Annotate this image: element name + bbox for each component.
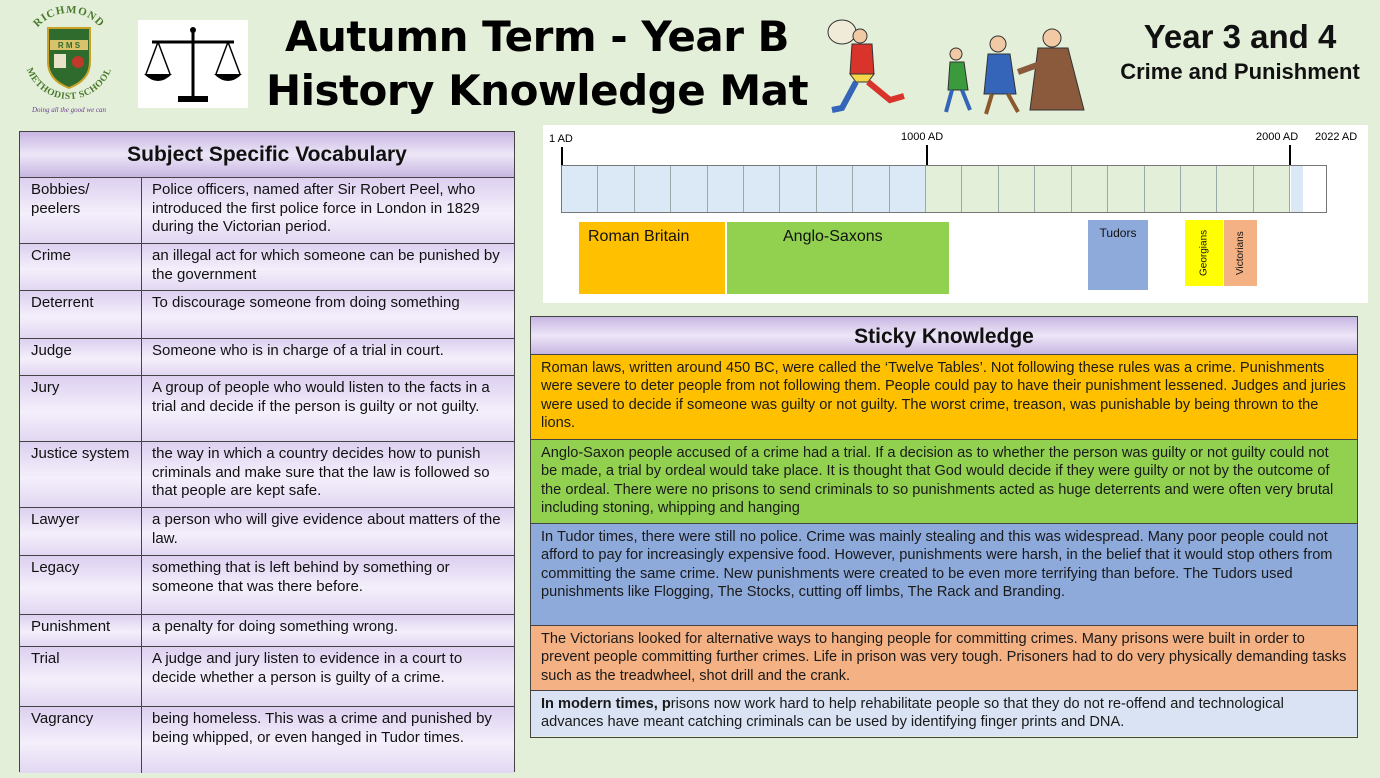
tudor-knowledge: In Tudor times, there were still no police. Crime was mainly stealing and this was widespread. Many poor people could not afford to pay for increasingly expensive food. However, punishments were harsh, in the belief that it would stop others from committing the same crime. New punishments were created to be even more terrifying than before. The Tudors used punishments like Flogging, The Stocks, cutting off limbs, The Rack and Branding. [531,524,1357,626]
period-label: Tudors [1099,226,1137,240]
history-timeline [543,125,1368,303]
timeline-label-start: 1 AD [549,133,573,145]
period-label: Georgians [1198,229,1210,277]
timeline-segment [1035,166,1071,212]
vocab-row [20,376,514,442]
vocab-term: Punishment [20,615,142,646]
vocab-row [20,291,514,339]
vocab-row [20,647,514,707]
vocab-definition: a penalty for doing something wrong. [152,618,398,635]
timeline-segment [999,166,1035,212]
vocab-row [20,707,514,773]
timeline-segment [635,166,671,212]
vocab-definition: being homeless. This was a crime and punished by being whipped, or even hanged in Tudor times. [152,710,492,746]
period-roman-britain [579,222,725,294]
timeline-segment [1217,166,1253,212]
vocab-row [20,508,514,556]
modern-knowledge [531,691,1357,736]
vocab-term: Judge [20,339,142,375]
page-title-line-1: Autumn Term - Year B [284,12,790,61]
school-motto: Doing all the good we can [31,106,107,114]
timeline-label-2000ad: 2000 AD [1256,131,1299,143]
school-logo [14,6,124,118]
vocab-term: Trial [20,647,142,706]
vocab-definition: To discourage someone from doing something [152,294,460,311]
vocab-term: Lawyer [20,508,142,555]
vocabulary-table [19,131,515,772]
vocab-term: Jury [20,376,142,441]
vocab-term: Bobbies/ peelers [20,178,142,243]
period-label: Roman Britain [588,228,690,245]
timeline-bar [561,165,1327,213]
timeline-segment [853,166,889,212]
period-label: Anglo-Saxons [783,228,883,245]
modern-knowledge-lead: In modern times, p [541,696,671,712]
sticky-knowledge-heading: Sticky Knowledge [531,317,1357,355]
vocab-row [20,442,514,508]
timeline-tick [561,147,563,167]
vocab-definition: a person who will give evidence about matters of the law. [152,511,501,547]
vocab-term: Deterrent [20,291,142,338]
scales-of-justice-icon [138,20,248,108]
vocab-term: Legacy [20,556,142,614]
vocab-term: Crime [20,244,142,290]
period-victorians [1224,220,1257,286]
vocab-row [20,244,514,291]
timeline-segment [962,166,998,212]
victorian-knowledge: The Victorians looked for alternative ways to hanging people for committing crimes. Many prisons were built in order to prevent people committing further crimes. Life in prison was very tough. Prisoners had to do very physically demanding tasks such as the treadwheel, shot drill and the crank. [531,626,1357,691]
timeline-segment [817,166,853,212]
period-label: Victorians [1235,231,1246,275]
timeline-label-1000ad: 1000 AD [901,131,944,143]
timeline-segment [1108,166,1144,212]
vocab-definition: something that is left behind by something or someone that was there before. [152,559,450,595]
school-name-bottom: METHODIST SCHOOL [23,66,115,103]
vocab-definition: an illegal act for which someone can be punished by the government [152,247,500,283]
period-tudors [1088,220,1148,290]
timeline-segment [562,166,598,212]
roman-knowledge: Roman laws, written around 450 BC, were called the ‘Twelve Tables’. Not following these rules was a crime. Punishments were severe to deter people from not following them. People could pay to have their punishment lessened. Judges and juries were used to decide if someone was guilty or not guilty. The worst crime, treason, was punishable by being thrown to the lions. [531,355,1357,440]
vocab-row [20,556,514,615]
topic-title: Crime and Punishment [1120,59,1360,84]
anglo-saxon-knowledge: Anglo-Saxon people accused of a crime had a trial. If a decision as to whether the person was guilty or not guilty could not be made, a trial by ordeal would take place. It is thought that God would decide if they were guilty or not by the outcome of the ordeal. There were no prisons to send criminals to so punishments acted as huge deterrents and were often very brutal including stoning, whipping and hanging [531,440,1357,524]
timeline-segment [708,166,744,212]
vocab-row [20,178,514,244]
vocab-definition: the way in which a country decides how to punish criminals and make sure that the law is followed so that people are kept safe. [152,445,490,499]
timeline-label-2022ad: 2022 AD [1315,131,1358,143]
modern-knowledge-text: risons now work hard to help rehabilitate people so that they do not re-offend and technological advances have meant catching criminals can be used by identifying finger prints and DNA. [541,696,1284,731]
vocab-term: Vagrancy [20,707,142,773]
timeline-segment [598,166,634,212]
sticky-knowledge-panel [530,316,1358,738]
timeline-segment [780,166,816,212]
vocab-definition: Someone who is in charge of a trial in court. [152,342,444,359]
timeline-segment [1254,166,1290,212]
vocab-row [20,615,514,647]
timeline-segment [926,166,962,212]
medieval-crowd-illustration [934,14,1102,120]
timeline-segment [744,166,780,212]
timeline-segment [671,166,707,212]
timeline-segment [890,166,926,212]
period-georgians [1185,220,1223,286]
vocab-term: Justice system [20,442,142,507]
year-group: Year 3 and 4 [1143,18,1337,55]
svg-text:RICHMOND [31,6,107,30]
medieval-figure-illustration [812,12,920,120]
page-title-line-2: History Knowledge Mat [265,66,809,115]
period-anglo-saxons [727,222,949,294]
vocab-row [20,339,514,376]
timeline-segment [1181,166,1217,212]
vocabulary-heading: Subject Specific Vocabulary [20,132,514,178]
timeline-segment [1072,166,1108,212]
timeline-segment-recent [1291,166,1303,212]
vocab-definition: A group of people who would listen to the facts in a trial and decide if the person is guilty or not guilty. [152,379,490,415]
school-name-top: RICHMOND [31,6,107,30]
vocab-definition: A judge and jury listen to evidence in a court to decide whether a person is guilty of a crime. [152,650,463,686]
vocab-definition: Police officers, named after Sir Robert Peel, who introduced the first police force in London in 1829 during the Victorian period. [152,181,480,235]
school-initials: R M S [57,41,81,50]
timeline-segment [1145,166,1181,212]
